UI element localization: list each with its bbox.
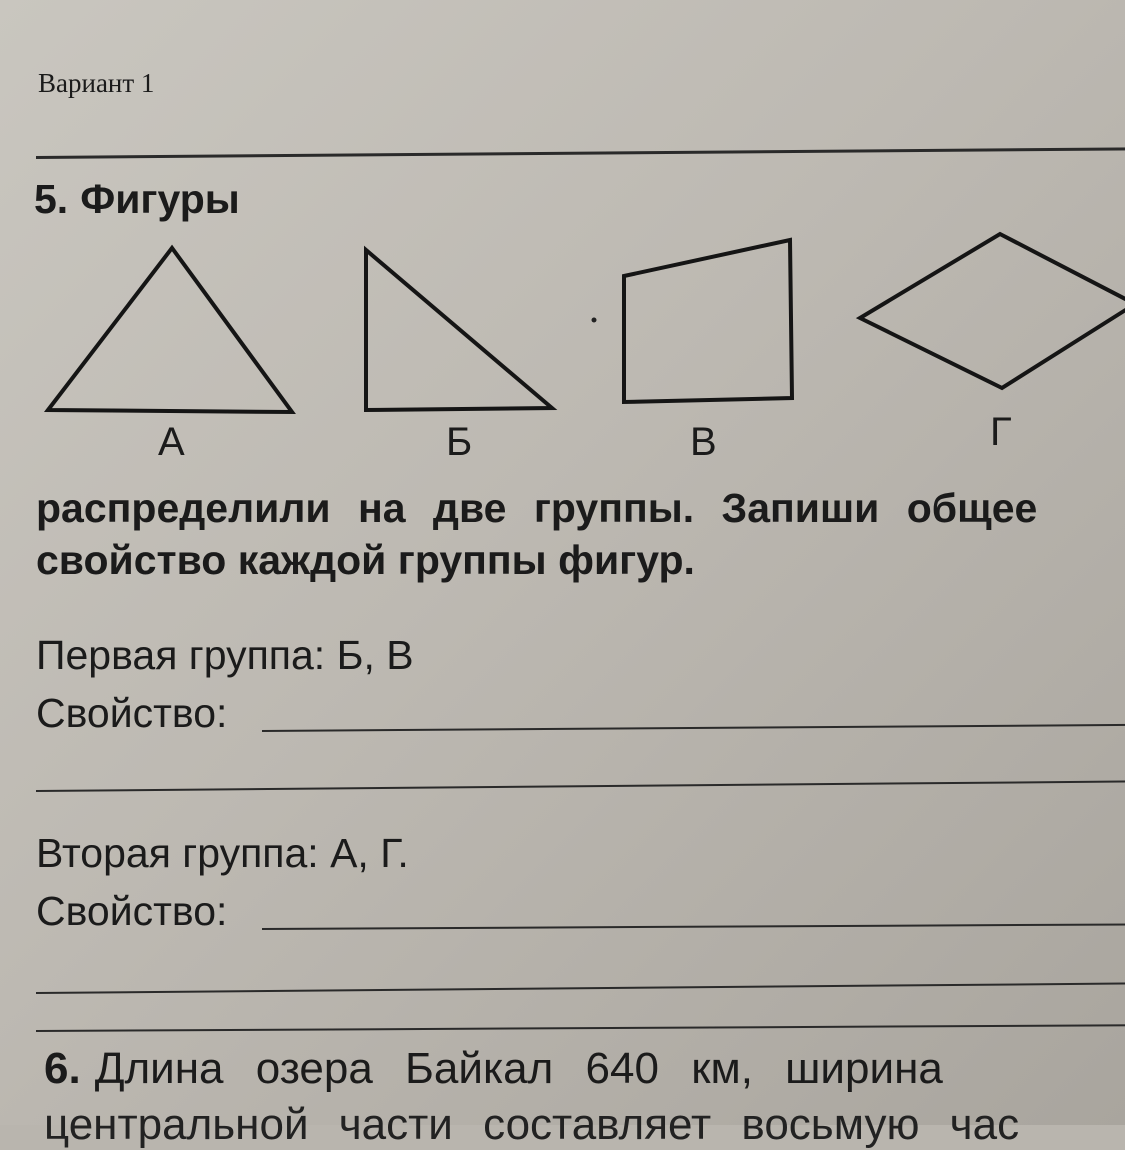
- task6-number: 6.: [44, 1044, 81, 1093]
- figure-v-quadrilateral: [624, 240, 792, 402]
- figures-drawing: [0, 220, 1125, 420]
- instructions-line-1: распределили на две группы. Запиши общее: [36, 485, 1038, 531]
- figure-a-label: А: [158, 420, 185, 464]
- task5-number: 5.: [34, 176, 69, 222]
- figure-b-right-triangle: [366, 250, 552, 410]
- figure-g-label: Г: [990, 410, 1012, 454]
- property1-label: Свойство:: [36, 690, 228, 736]
- variant-header: Вариант 1: [38, 68, 155, 98]
- task6-cut-line: центральной части составляет восьмую час: [44, 1100, 1020, 1149]
- property2-answer-line[interactable]: [262, 923, 1125, 930]
- top-divider: [36, 147, 1125, 159]
- task5-instructions: [36, 482, 1125, 586]
- figure-v-label: В: [690, 420, 717, 464]
- task-divider: [36, 1024, 1125, 1032]
- group2-text: Вторая группа: А, Г.: [36, 830, 409, 876]
- figure-g-rhombus: [860, 234, 1125, 388]
- property2-label: Свойство:: [36, 888, 228, 934]
- instructions-line-2: свойство каждой группы фигур.: [36, 537, 695, 583]
- figure-b-label: Б: [446, 420, 473, 464]
- task5-title-text: Фигуры: [80, 176, 240, 222]
- group1-text: Первая группа: Б, В: [36, 632, 414, 678]
- property2-answer-line-2[interactable]: [36, 982, 1125, 994]
- task6-sentence: Длина озера Байкал 640 км, ширина: [94, 1044, 943, 1093]
- task5-title: [34, 176, 240, 223]
- figure-a-triangle: [48, 248, 292, 412]
- property1-answer-line-2[interactable]: [36, 780, 1125, 792]
- task6-text: [44, 1044, 943, 1094]
- stray-dot: [592, 318, 597, 323]
- property1-answer-line[interactable]: [262, 724, 1125, 732]
